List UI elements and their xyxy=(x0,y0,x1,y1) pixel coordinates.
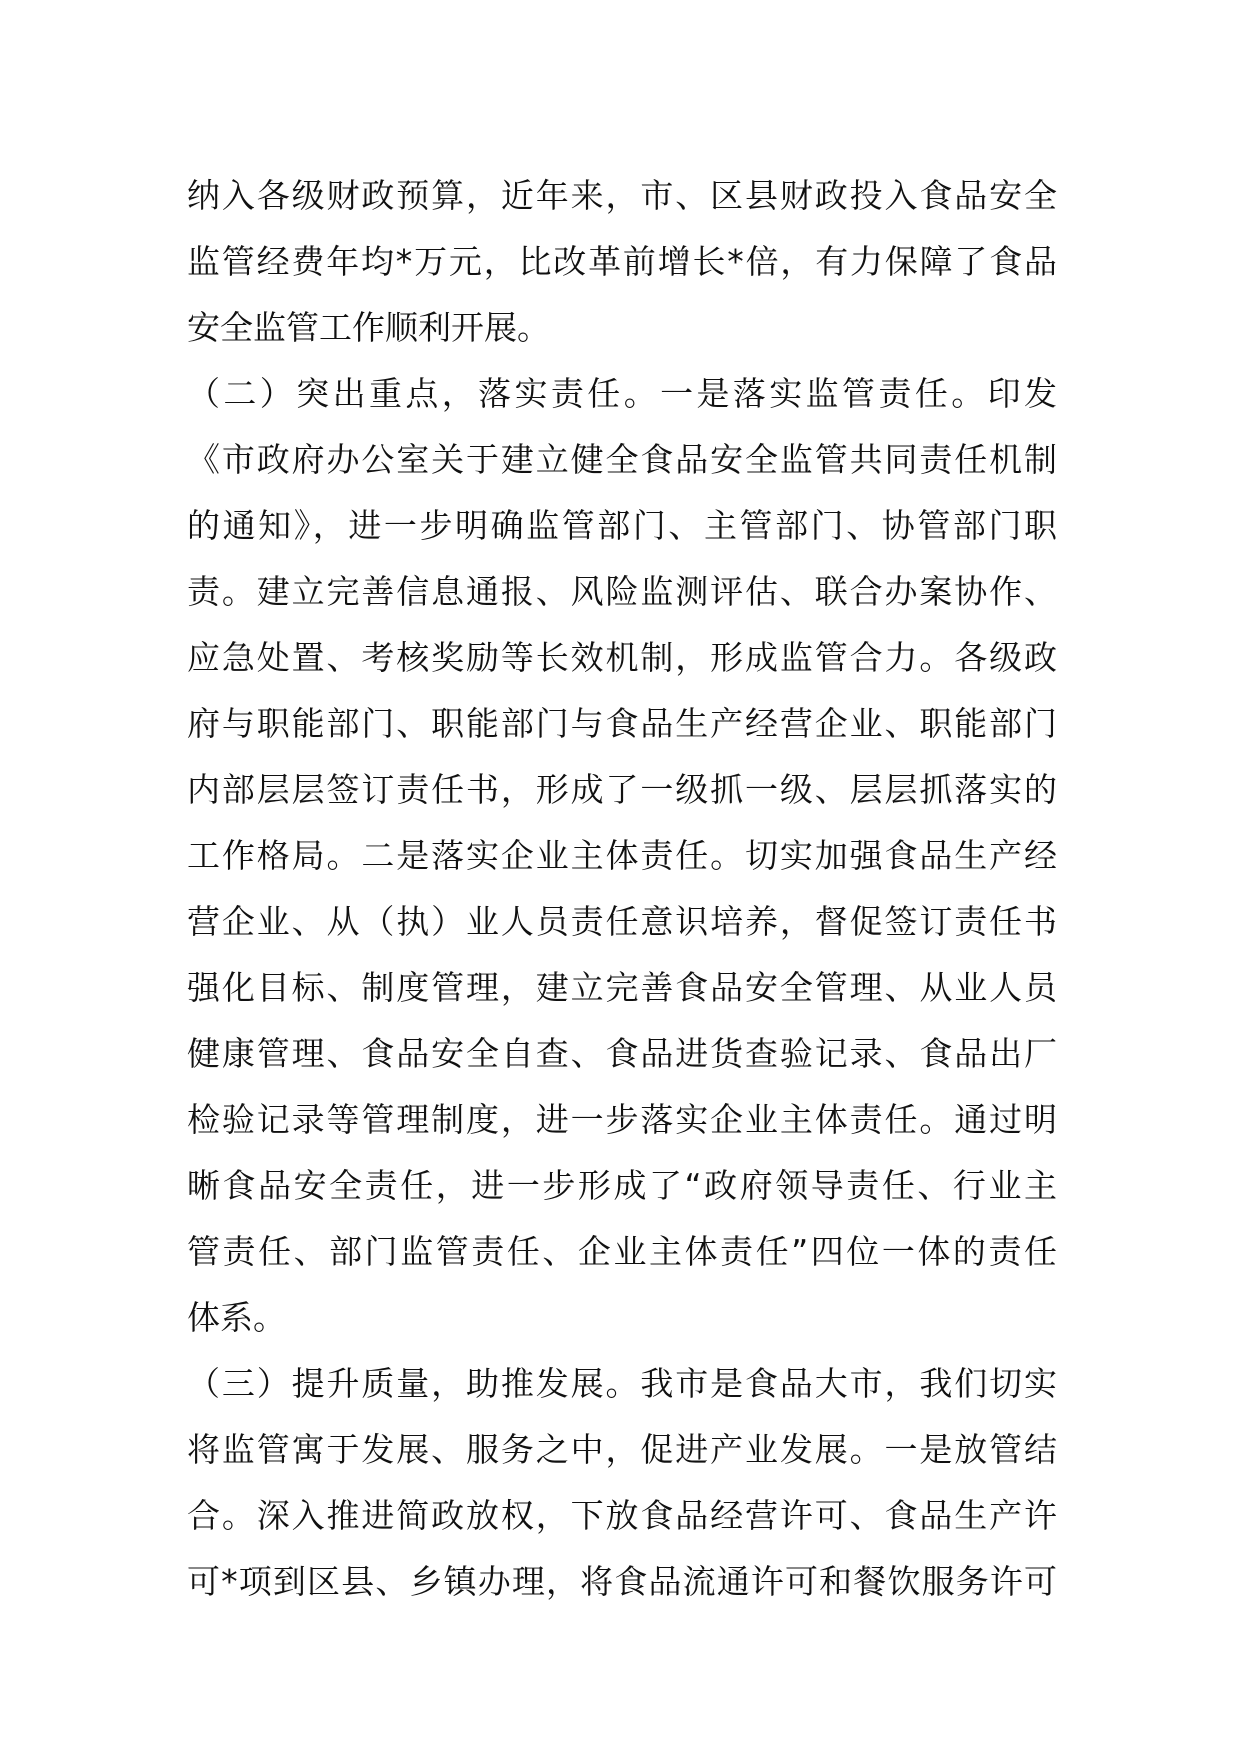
text-line: 强化目标、制度管理，建立完善食品安全管理、从业人员 xyxy=(187,968,1057,1007)
text-line: 责。建立完善信息通报、风险监测评估、联合办案协作、 xyxy=(187,572,1057,611)
text-line: 应急处置、考核奖励等长效机制，形成监管合力。各级政 xyxy=(187,638,1057,677)
text-line: 内部层层签订责任书，形成了一级抓一级、层层抓落实的 xyxy=(187,770,1057,809)
text-line: （二）突出重点，落实责任。一是落实监管责任。印发 xyxy=(187,374,1057,413)
text-line: 合。深入推进简政放权，下放食品经营许可、食品生产许 xyxy=(187,1496,1057,1535)
text-line: 的通知》，进一步明确监管部门、主管部门、协管部门职 xyxy=(187,506,1057,545)
text-line: 监管经费年均*万元，比改革前增长*倍，有力保障了食品 xyxy=(187,242,1057,281)
text-line: 可*项到区县、乡镇办理，将食品流通许可和餐饮服务许可 xyxy=(187,1562,1057,1601)
text-line: 晰食品安全责任，进一步形成了“政府领导责任、行业主 xyxy=(187,1166,1057,1205)
text-line: 工作格局。二是落实企业主体责任。切实加强食品生产经 xyxy=(187,836,1057,875)
text-line: 将监管寓于发展、服务之中，促进产业发展。一是放管结 xyxy=(187,1430,1057,1469)
text-line: 体系。 xyxy=(187,1298,286,1337)
text-line: 纳入各级财政预算，近年来，市、区县财政投入食品安全 xyxy=(187,176,1057,215)
text-line: 《市政府办公室关于建立健全食品安全监管共同责任机制 xyxy=(187,440,1057,479)
text-line: 检验记录等管理制度，进一步落实企业主体责任。通过明 xyxy=(187,1100,1057,1139)
text-line: 安全监管工作顺利开展。 xyxy=(187,308,550,347)
text-line: 营企业、从（执）业人员责任意识培养，督促签订责任书 xyxy=(187,902,1057,941)
text-line: 管责任、部门监管责任、企业主体责任”四位一体的责任 xyxy=(187,1232,1057,1271)
text-line: 健康管理、食品安全自查、食品进货查验记录、食品出厂 xyxy=(187,1034,1057,1073)
text-line: （三）提升质量，助推发展。我市是食品大市，我们切实 xyxy=(187,1364,1057,1403)
document-body xyxy=(187,163,1057,1615)
text-line: 府与职能部门、职能部门与食品生产经营企业、职能部门 xyxy=(187,704,1057,743)
